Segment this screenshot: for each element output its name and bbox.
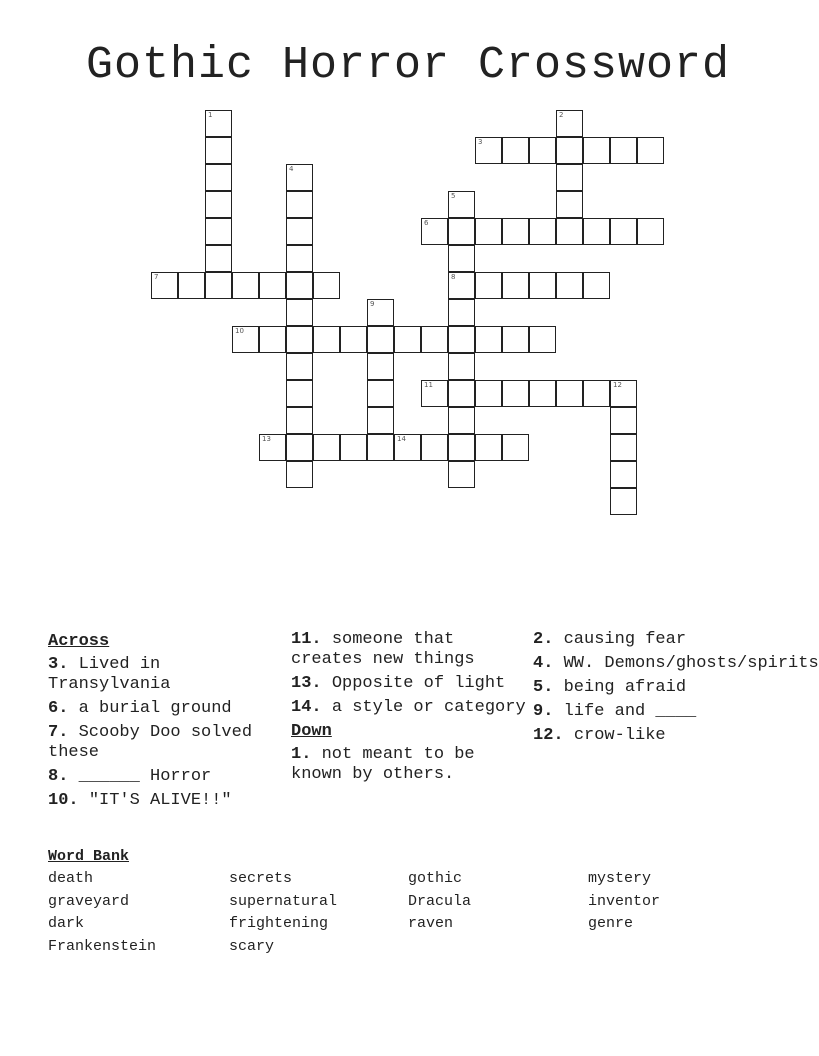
clue-down-1: [291, 745, 531, 785]
crossword-cell[interactable]: [286, 326, 313, 353]
word-bank-item: mystery: [588, 870, 652, 887]
word-bank-item: genre: [588, 915, 634, 933]
clue-text: Opposite of light: [331, 674, 506, 693]
clue-text: a style or category: [331, 698, 526, 717]
crossword-cell[interactable]: [475, 380, 502, 407]
crossword-cell[interactable]: [556, 272, 583, 299]
crossword-cell[interactable]: [205, 164, 232, 191]
clue-column-1: [48, 630, 288, 815]
crossword-cell[interactable]: [475, 218, 502, 245]
crossword-cell[interactable]: [583, 272, 610, 299]
crossword-cell[interactable]: [421, 434, 448, 461]
crossword-cell[interactable]: [205, 272, 232, 299]
crossword-cell[interactable]: [367, 434, 394, 461]
cell-number: 11: [424, 381, 433, 389]
crossword-cell[interactable]: [502, 326, 529, 353]
crossword-cell[interactable]: [286, 353, 313, 380]
crossword-cell[interactable]: [475, 434, 502, 461]
clue-across-13: [291, 674, 531, 694]
crossword-cell[interactable]: [556, 137, 583, 164]
clue-number: 1.: [291, 745, 312, 764]
clue-across-10: [48, 791, 288, 811]
crossword-cell[interactable]: [475, 326, 502, 353]
clue-across-8: [48, 767, 288, 787]
clue-text: not meant to be known by others.: [291, 745, 475, 784]
clue-number: 2.: [533, 630, 554, 649]
crossword-cell[interactable]: [151, 272, 178, 299]
clue-text: being afraid: [563, 678, 687, 697]
clue-across-11: [291, 630, 531, 670]
crossword-cell[interactable]: [421, 380, 448, 407]
word-bank-item: scary: [229, 938, 275, 956]
cell-number: 13: [262, 435, 271, 443]
clue-column-3: [533, 630, 819, 750]
crossword-cell[interactable]: [448, 191, 475, 218]
clue-number: 6.: [48, 699, 69, 718]
clue-text: causing fear: [563, 630, 687, 649]
clue-number: 7.: [48, 723, 69, 742]
crossword-cell[interactable]: [529, 326, 556, 353]
crossword-cell[interactable]: [610, 434, 637, 461]
word-bank-item: raven: [408, 915, 454, 933]
across-heading: Across: [48, 632, 110, 651]
clue-down-4: [533, 654, 819, 674]
crossword-cell[interactable]: [556, 191, 583, 218]
crossword-cell[interactable]: [502, 137, 529, 164]
crossword-cell[interactable]: [637, 218, 664, 245]
crossword-cell[interactable]: [178, 272, 205, 299]
clue-text: life and ____: [563, 702, 697, 721]
crossword-cell[interactable]: [421, 326, 448, 353]
clue-text: someone that creates new things: [291, 630, 475, 669]
crossword-cell[interactable]: [448, 272, 475, 299]
crossword-cell[interactable]: [367, 353, 394, 380]
crossword-cell[interactable]: [286, 434, 313, 461]
word-bank-item: Frankenstein: [48, 938, 157, 956]
clue-text: a burial ground: [78, 699, 232, 718]
crossword-cell[interactable]: [502, 272, 529, 299]
crossword-cell[interactable]: [340, 434, 367, 461]
crossword-cell[interactable]: [394, 326, 421, 353]
clue-text: "IT'S ALIVE!!": [88, 791, 232, 810]
clue-down-2: [533, 630, 773, 650]
crossword-cell[interactable]: [259, 434, 286, 461]
clue-number: 4.: [533, 654, 554, 673]
crossword-cell[interactable]: [610, 380, 637, 407]
clue-column-2: [291, 630, 531, 789]
crossword-cell[interactable]: [340, 326, 367, 353]
clue-text: crow-like: [573, 726, 666, 745]
crossword-cell[interactable]: [286, 380, 313, 407]
cell-number: 5: [451, 192, 456, 200]
cell-number: 2: [559, 111, 564, 119]
crossword-cell[interactable]: [448, 245, 475, 272]
cell-number: 14: [397, 435, 406, 443]
clue-across-14: [291, 698, 531, 718]
clue-number: 14.: [291, 698, 322, 717]
crossword-cell[interactable]: [556, 164, 583, 191]
crossword-cell[interactable]: [583, 137, 610, 164]
crossword-cell[interactable]: [556, 380, 583, 407]
clue-number: 9.: [533, 702, 554, 721]
crossword-cell[interactable]: [610, 137, 637, 164]
crossword-cell[interactable]: [286, 218, 313, 245]
crossword-cell[interactable]: [232, 326, 259, 353]
crossword-cell[interactable]: [205, 191, 232, 218]
clue-number: 8.: [48, 767, 69, 786]
word-bank-item: inventor: [588, 892, 661, 910]
crossword-cell[interactable]: [448, 299, 475, 326]
cell-number: 7: [154, 273, 159, 281]
crossword-cell[interactable]: [610, 407, 637, 434]
crossword-cell[interactable]: [367, 407, 394, 434]
clue-text: Lived in Transylvania: [48, 655, 171, 694]
word-bank-item: graveyard: [48, 892, 130, 910]
clue-number: 3.: [48, 655, 69, 674]
crossword-cell[interactable]: [232, 272, 259, 299]
crossword-cell[interactable]: [529, 137, 556, 164]
cell-number: 9: [370, 300, 375, 308]
word-bank-item: death: [48, 870, 94, 887]
crossword-cell[interactable]: [313, 434, 340, 461]
crossword-cell[interactable]: [448, 326, 475, 353]
crossword-cell[interactable]: [205, 245, 232, 272]
crossword-cell[interactable]: [286, 245, 313, 272]
crossword-cell[interactable]: [205, 137, 232, 164]
crossword-cell[interactable]: [583, 380, 610, 407]
crossword-cell[interactable]: [394, 434, 421, 461]
crossword-cell[interactable]: [205, 110, 232, 137]
crossword-cell[interactable]: [475, 137, 502, 164]
clue-down-5: [533, 678, 773, 698]
word-bank-heading: Word Bank: [48, 848, 130, 865]
clue-text: Scooby Doo solved these: [48, 723, 253, 762]
clue-across-6: [48, 699, 288, 719]
crossword-cell[interactable]: [259, 272, 286, 299]
crossword-cell[interactable]: [286, 461, 313, 488]
word-bank-item: Dracula: [408, 892, 472, 910]
clue-number: 12.: [533, 726, 564, 745]
crossword-cell[interactable]: [448, 353, 475, 380]
clue-number: 13.: [291, 674, 322, 693]
down-heading: Down: [291, 722, 332, 741]
crossword-cell[interactable]: [286, 299, 313, 326]
crossword-cell[interactable]: [286, 407, 313, 434]
word-bank-item: gothic: [408, 870, 463, 887]
crossword-cell[interactable]: [259, 326, 286, 353]
crossword-cell[interactable]: [556, 110, 583, 137]
crossword-cell[interactable]: [367, 299, 394, 326]
clue-down-9: [533, 702, 773, 722]
crossword-cell[interactable]: [205, 218, 232, 245]
cell-number: 12: [613, 381, 622, 389]
crossword-cell[interactable]: [286, 191, 313, 218]
crossword-cell[interactable]: [502, 434, 529, 461]
crossword-cell[interactable]: [583, 218, 610, 245]
cell-number: 6: [424, 219, 429, 227]
crossword-cell[interactable]: [502, 218, 529, 245]
crossword-cell[interactable]: [529, 272, 556, 299]
word-bank-item: supernatural: [229, 892, 338, 910]
word-bank-item: frightening: [229, 915, 329, 933]
crossword-cell[interactable]: [637, 137, 664, 164]
crossword-cell[interactable]: [610, 488, 637, 515]
crossword-cell[interactable]: [529, 218, 556, 245]
cell-number: 1: [208, 111, 213, 119]
crossword-cell[interactable]: [556, 218, 583, 245]
crossword-cell[interactable]: [367, 326, 394, 353]
cell-number: 4: [289, 165, 294, 173]
word-bank-item: dark: [48, 915, 85, 933]
page-title: Gothic Horror Crossword: [85, 40, 731, 91]
cell-number: 8: [451, 273, 456, 281]
crossword-cell[interactable]: [313, 326, 340, 353]
cell-number: 3: [478, 138, 483, 146]
clue-across-7: [48, 723, 288, 763]
crossword-cell[interactable]: [286, 164, 313, 191]
clue-number: 5.: [533, 678, 554, 697]
clue-number: 10.: [48, 791, 79, 810]
crossword-cell[interactable]: [448, 218, 475, 245]
word-bank-item: secrets: [229, 870, 293, 887]
crossword-cell[interactable]: [421, 218, 448, 245]
crossword-cell[interactable]: [448, 380, 475, 407]
cell-number: 10: [235, 327, 244, 335]
crossword-cell[interactable]: [610, 461, 637, 488]
crossword-cell[interactable]: [529, 380, 556, 407]
crossword-cell[interactable]: [448, 407, 475, 434]
clue-across-3: [48, 655, 288, 695]
crossword-cell[interactable]: [367, 380, 394, 407]
crossword-cell[interactable]: [610, 218, 637, 245]
clue-number: 11.: [291, 630, 322, 649]
clue-text: WW. Demons/ghosts/spirits: [563, 654, 819, 673]
clue-text: ______ Horror: [78, 767, 212, 786]
crossword-cell[interactable]: [502, 380, 529, 407]
clue-down-12: [533, 726, 773, 746]
crossword-cell[interactable]: [448, 434, 475, 461]
crossword-cell[interactable]: [475, 272, 502, 299]
crossword-cell[interactable]: [448, 461, 475, 488]
crossword-cell[interactable]: [286, 272, 313, 299]
crossword-cell[interactable]: [313, 272, 340, 299]
